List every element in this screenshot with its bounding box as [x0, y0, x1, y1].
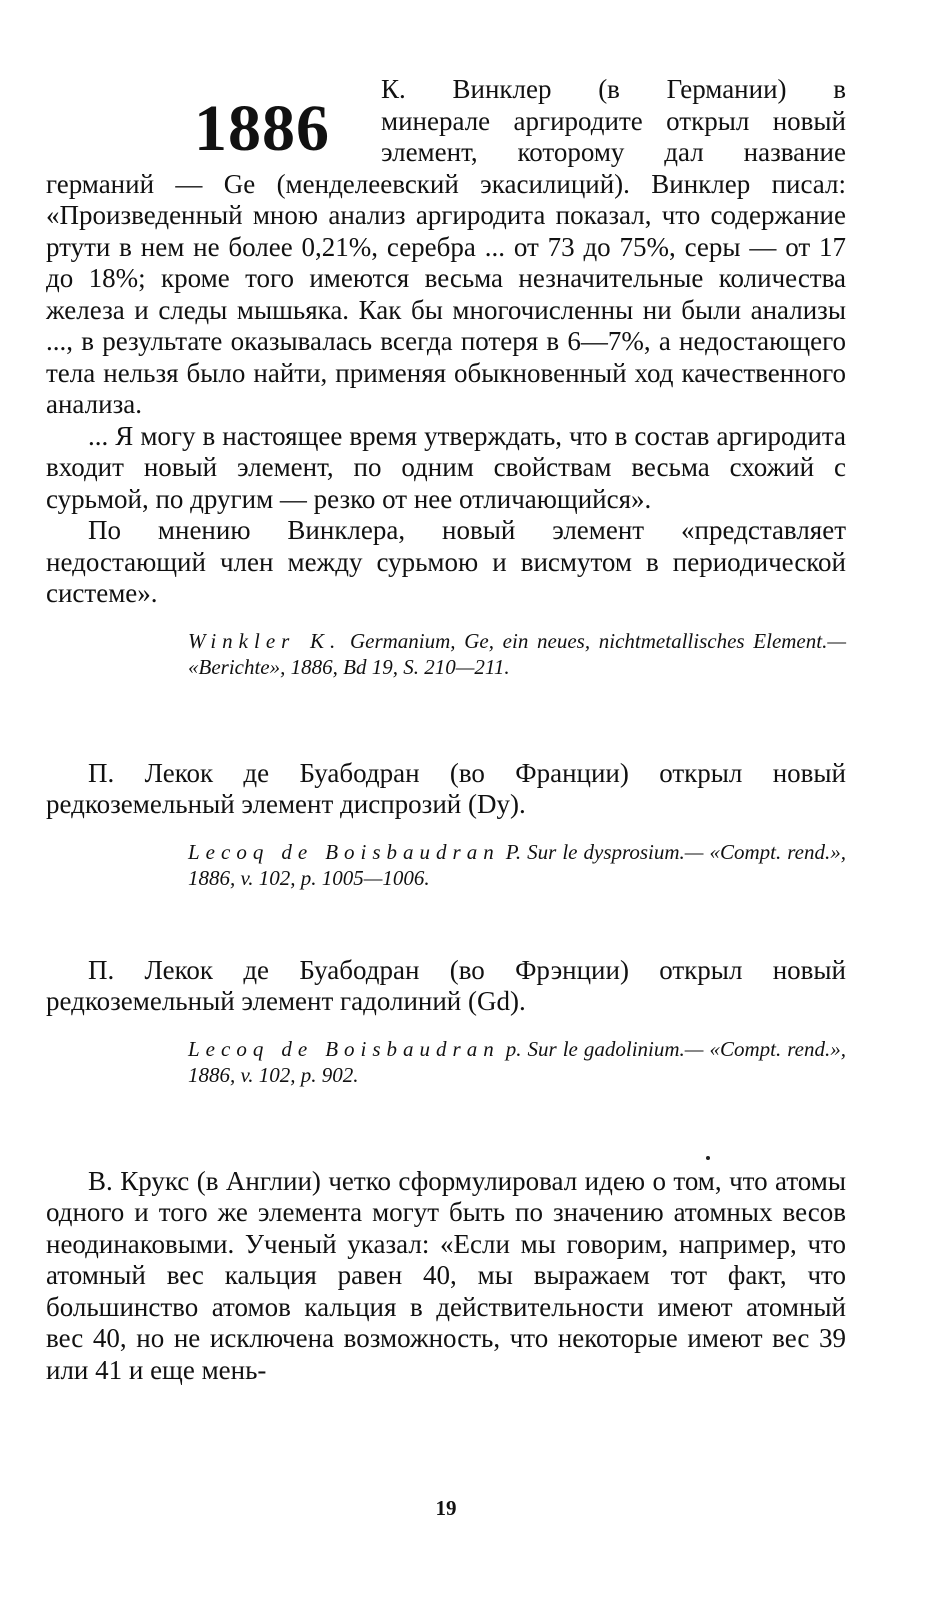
entry-winkler-opinion: По мнению Винклера, новый элемент «представляет недостающий член между сурьмою и висмутом в периодической системе».	[46, 515, 846, 608]
reference-winkler	[188, 628, 846, 680]
lead-line: элемент, которому дал название	[381, 137, 846, 167]
reference-source: P. Sur le dysprosium.— «Compt. rend.», 1886, v. 102, p. 1005—1006.	[188, 839, 846, 890]
page	[46, 74, 847, 1520]
year-heading: 1886	[194, 92, 330, 165]
entry-gadolinium-body: П. Лекок де Буабодран (во Фрэнции) открыл новый редкоземельный элемент гадолиний (Gd).	[46, 954, 846, 1016]
reference-source: p. Sur le gadolinium.— «Compt. rend.», 1886, v. 102, p. 902.	[188, 1036, 846, 1087]
entry-winkler-lead	[381, 74, 846, 169]
reference-author: Winkler K.	[188, 628, 342, 653]
entry-winkler-quote: ... Я могу в настоящее время утверждать, что в состав аргиродита входит новый элемент, по одним свойствам весьма схожий с сурьмой, по другим — резко от нее отличающийся».	[46, 420, 846, 514]
entry-crookes-body: В. Крукс (в Англии) четко сформулировал идею о том, что атомы одного и того же элемента могут быть по значению атомных весов неодинаковыми. Ученый указал: «Если мы говорим, например, что атомный вес кальция равен 40, мы выражаем тот факт, что большинство атомов кальция в действительности имеют атомный вес 40, но не исключена возможность, что некоторые имеют вес 39 или 41 и еще мень-	[46, 1165, 846, 1385]
lead-line: К. Винклер (в Германии) в	[381, 74, 846, 104]
page-number: 19	[435, 1496, 457, 1520]
lead-line: минерале аргиродите открыл новый	[381, 105, 846, 136]
reference-author: Lecoq de Boisbaudran	[188, 1036, 500, 1061]
reference-source: Germanium, Ge, ein neues, nichtmetallisches Element.— «Berichte», 1886, Bd 19, S. 210—211.	[188, 628, 847, 679]
entry-winkler-body: германий — Ge (менделеевский экасилиций). Винклер писал: «Произведенный мною анализ аргиродита показал, что содержание ртути в нем не более 0,21%, серебра ... от 73 до 75%, серы — от 17 до 18%; кроме того имеются весьма незначительные количества железа и следы мышьяка. Как бы многочисленны ни были анализы ..., в результате оказывалась всегда потеря в 6—7%, а недостающего тела нельзя было найти, применяя обыкновенный ход качественного анализа.	[46, 168, 846, 419]
reference-gadolinium	[188, 1036, 846, 1088]
reference-dysprosium	[188, 839, 846, 891]
entry-dysprosium-body: П. Лекок де Буабодран (во Франции) открыл новый редкоземельный элемент диспрозий (Dy).	[46, 757, 846, 819]
reference-author: Lecoq de Boisbaudran	[188, 839, 500, 864]
print-speck	[706, 1156, 710, 1160]
